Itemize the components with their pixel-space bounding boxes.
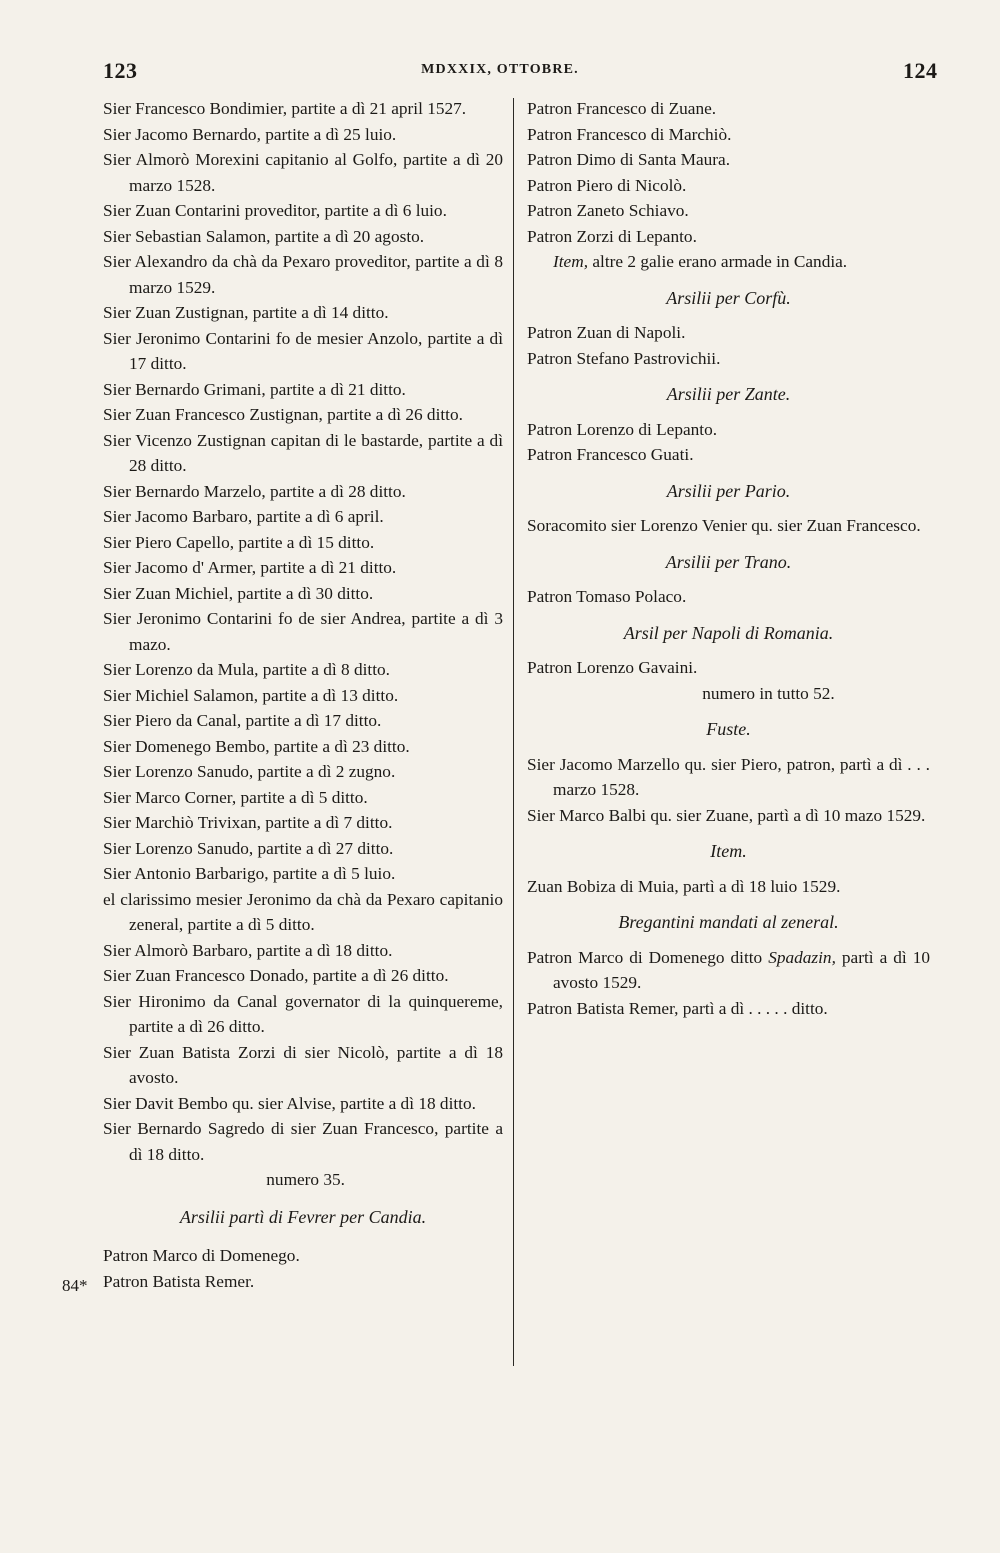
list-item: Sier Alexandro da chà da Pexaro proveditor, partite a dì 8 marzo 1529. <box>103 252 503 297</box>
list-item: Sier Marco Corner, partite a dì 5 ditto. <box>103 787 368 807</box>
total-count: numero 35. <box>266 1170 345 1189</box>
list-item: Patron Marco di Domenego. <box>103 1246 300 1265</box>
margin-note: 84* <box>62 1276 88 1295</box>
list-item: Sier Domenego Bembo, partite a dì 23 ditto. <box>103 736 410 756</box>
list-item: Patron Francesco di Marchiò. <box>527 124 732 144</box>
section-heading: Arsilii per Corfù. <box>666 287 791 308</box>
page-number-right: 124 <box>903 58 938 83</box>
list-item: Sier Lorenzo Sanudo, partite a dì 2 zugno. <box>103 762 396 781</box>
list-item: Sier Piero da Canal, partite a dì 17 ditto. <box>103 711 382 730</box>
list-item: Sier Zuan Contarini proveditor, partite a dì 6 luio. <box>103 201 447 220</box>
list-item: Sier Bernardo Marzelo, partite a dì 28 ditto. <box>103 481 406 501</box>
list-item: Sier Hironimo da Canal governator di la quinquereme, partite a dì 26 ditto. <box>103 991 503 1036</box>
list-item: Sier Lorenzo Sanudo, partite a dì 27 ditto. <box>103 838 394 858</box>
list-item: Zuan Bobiza di Muia, partì a dì 18 luio 1529. <box>527 876 841 896</box>
list-item: Sier Zuan Francesco Zustignan, partite a dì 26 ditto. <box>103 405 463 424</box>
list-item: Sier Lorenzo da Mula, partite a dì 8 ditto. <box>103 660 390 679</box>
list-item: Patron Batista Remer, partì a dì . . . . . ditto. <box>527 998 828 1018</box>
list-item: Sier Piero Capello, partite a dì 15 ditto. <box>103 532 375 552</box>
list-item: Sier Marchiò Trivixan, partite a dì 7 ditto. <box>103 813 393 832</box>
left-column <box>103 96 503 1294</box>
list-item: Sier Jeronimo Contarini fo de sier Andrea, partite a dì 3 mazo. <box>103 609 503 654</box>
list-item: el clarissimo mesier Jeronimo da chà da Pexaro capitanio zeneral, partite a dì 5 ditto. <box>103 889 503 934</box>
list-item: Patron Zorzi di Lepanto. <box>527 226 697 246</box>
list-item: Soracomito sier Lorenzo Venier qu. sier Zuan Francesco. <box>527 516 921 535</box>
list-item: Sier Francesco Bondimier, partite a dì 21 april 1527. <box>103 99 467 118</box>
list-item: Sier Bernardo Grimani, partite a dì 21 ditto. <box>103 379 406 399</box>
list-item: Sier Jacomo Marzello qu. sier Piero, patron, partì a dì . . . marzo 1528. <box>527 754 930 799</box>
item-note-text: altre 2 galie erano armade in Candia. <box>588 252 848 271</box>
column-divider <box>513 98 514 1366</box>
list-item: Sier Zuan Batista Zorzi di sier Nicolò, partite a dì 18 avosto. <box>103 1042 503 1087</box>
page-number-left: 123 <box>103 58 138 83</box>
section-heading: Arsilii per Trano. <box>665 551 792 572</box>
list-item: Patron Francesco di Zuane. <box>527 99 717 118</box>
list-item: Patron Tomaso Polaco. <box>527 587 687 606</box>
list-item: Patron Batista Remer. <box>103 1271 255 1291</box>
list-item: Sier Vicenzo Zustignan capitan di le bastarde, partite a dì 28 ditto. <box>103 430 503 475</box>
list-item: Sier Jacomo d' Armer, partite a dì 21 ditto. <box>103 558 397 577</box>
list-item: Sier Antonio Barbarigo, partite a dì 5 luio. <box>103 864 396 883</box>
list-item: Sier Sebastian Salamon, partite a dì 20 agosto. <box>103 226 425 246</box>
section-heading: Arsilii per Pario. <box>666 480 791 501</box>
list-item <box>527 945 930 996</box>
list-item: Patron Zuan di Napoli. <box>527 323 686 342</box>
list-item: Sier Jacomo Barbaro, partite a dì 6 april. <box>103 507 384 526</box>
breg-text-a: Patron Marco di Domenego ditto <box>527 947 769 967</box>
list-item: Patron Dimo di Santa Maura. <box>527 150 731 169</box>
list-item: Sier Jeronimo Contarini fo de mesier Anzolo, partite a dì 17 ditto. <box>103 328 503 373</box>
list-item: Patron Lorenzo di Lepanto. <box>527 419 718 439</box>
breg-text-b: partì a dì 10 avosto 1529. <box>553 947 930 992</box>
list-item: Sier Michiel Salamon, partite a dì 13 ditto. <box>103 685 399 705</box>
breg-nickname: Spadazin, <box>768 947 836 967</box>
section-heading: Arsil per Napoli di Romania. <box>623 622 834 643</box>
list-item: Patron Francesco Guati. <box>527 445 694 464</box>
list-item: Patron Piero di Nicolò. <box>527 175 687 195</box>
list-item: Sier Zuan Michiel, partite a dì 30 ditto. <box>103 583 374 603</box>
list-item: Sier Marco Balbi qu. sier Zuane, partì a dì 10 mazo 1529. <box>527 805 926 825</box>
section-heading: Fuste. <box>706 719 751 739</box>
section-heading: Arsilii per Zante. <box>666 384 791 404</box>
list-item: Sier Almorò Barbaro, partite a dì 18 ditto. <box>103 940 393 960</box>
section-heading: Arsilii partì di Fevrer per Candia. <box>179 1206 427 1227</box>
list-item: Patron Stefano Pastrovichii. <box>527 348 721 368</box>
right-column <box>527 96 930 1021</box>
list-item: Sier Almorò Morexini capitanio al Golfo, partite a dì 20 marzo 1528. <box>103 150 503 195</box>
list-item: Sier Jacomo Bernardo, partite a dì 25 luio. <box>103 124 397 144</box>
list-item: Sier Zuan Zustignan, partite a dì 14 ditto. <box>103 303 389 322</box>
running-header: MDXXIX, OTTOBRE. <box>421 62 579 77</box>
item-word: Item, <box>553 252 589 271</box>
list-item: Patron Zaneto Schiavo. <box>527 201 689 220</box>
item-note <box>527 249 930 275</box>
total-count: numero in tutto 52. <box>702 683 835 703</box>
list-item: Sier Bernardo Sagredo di sier Zuan Francesco, partite a dì 18 ditto. <box>103 1119 503 1164</box>
section-heading: Item. <box>710 841 747 861</box>
list-item: Sier Zuan Francesco Donado, partite a dì 26 ditto. <box>103 966 449 985</box>
list-item: Patron Lorenzo Gavaini. <box>527 658 698 677</box>
list-item: Sier Davit Bembo qu. sier Alvise, partite a dì 18 ditto. <box>103 1093 476 1113</box>
section-heading: Bregantini mandati al zeneral. <box>618 912 839 932</box>
